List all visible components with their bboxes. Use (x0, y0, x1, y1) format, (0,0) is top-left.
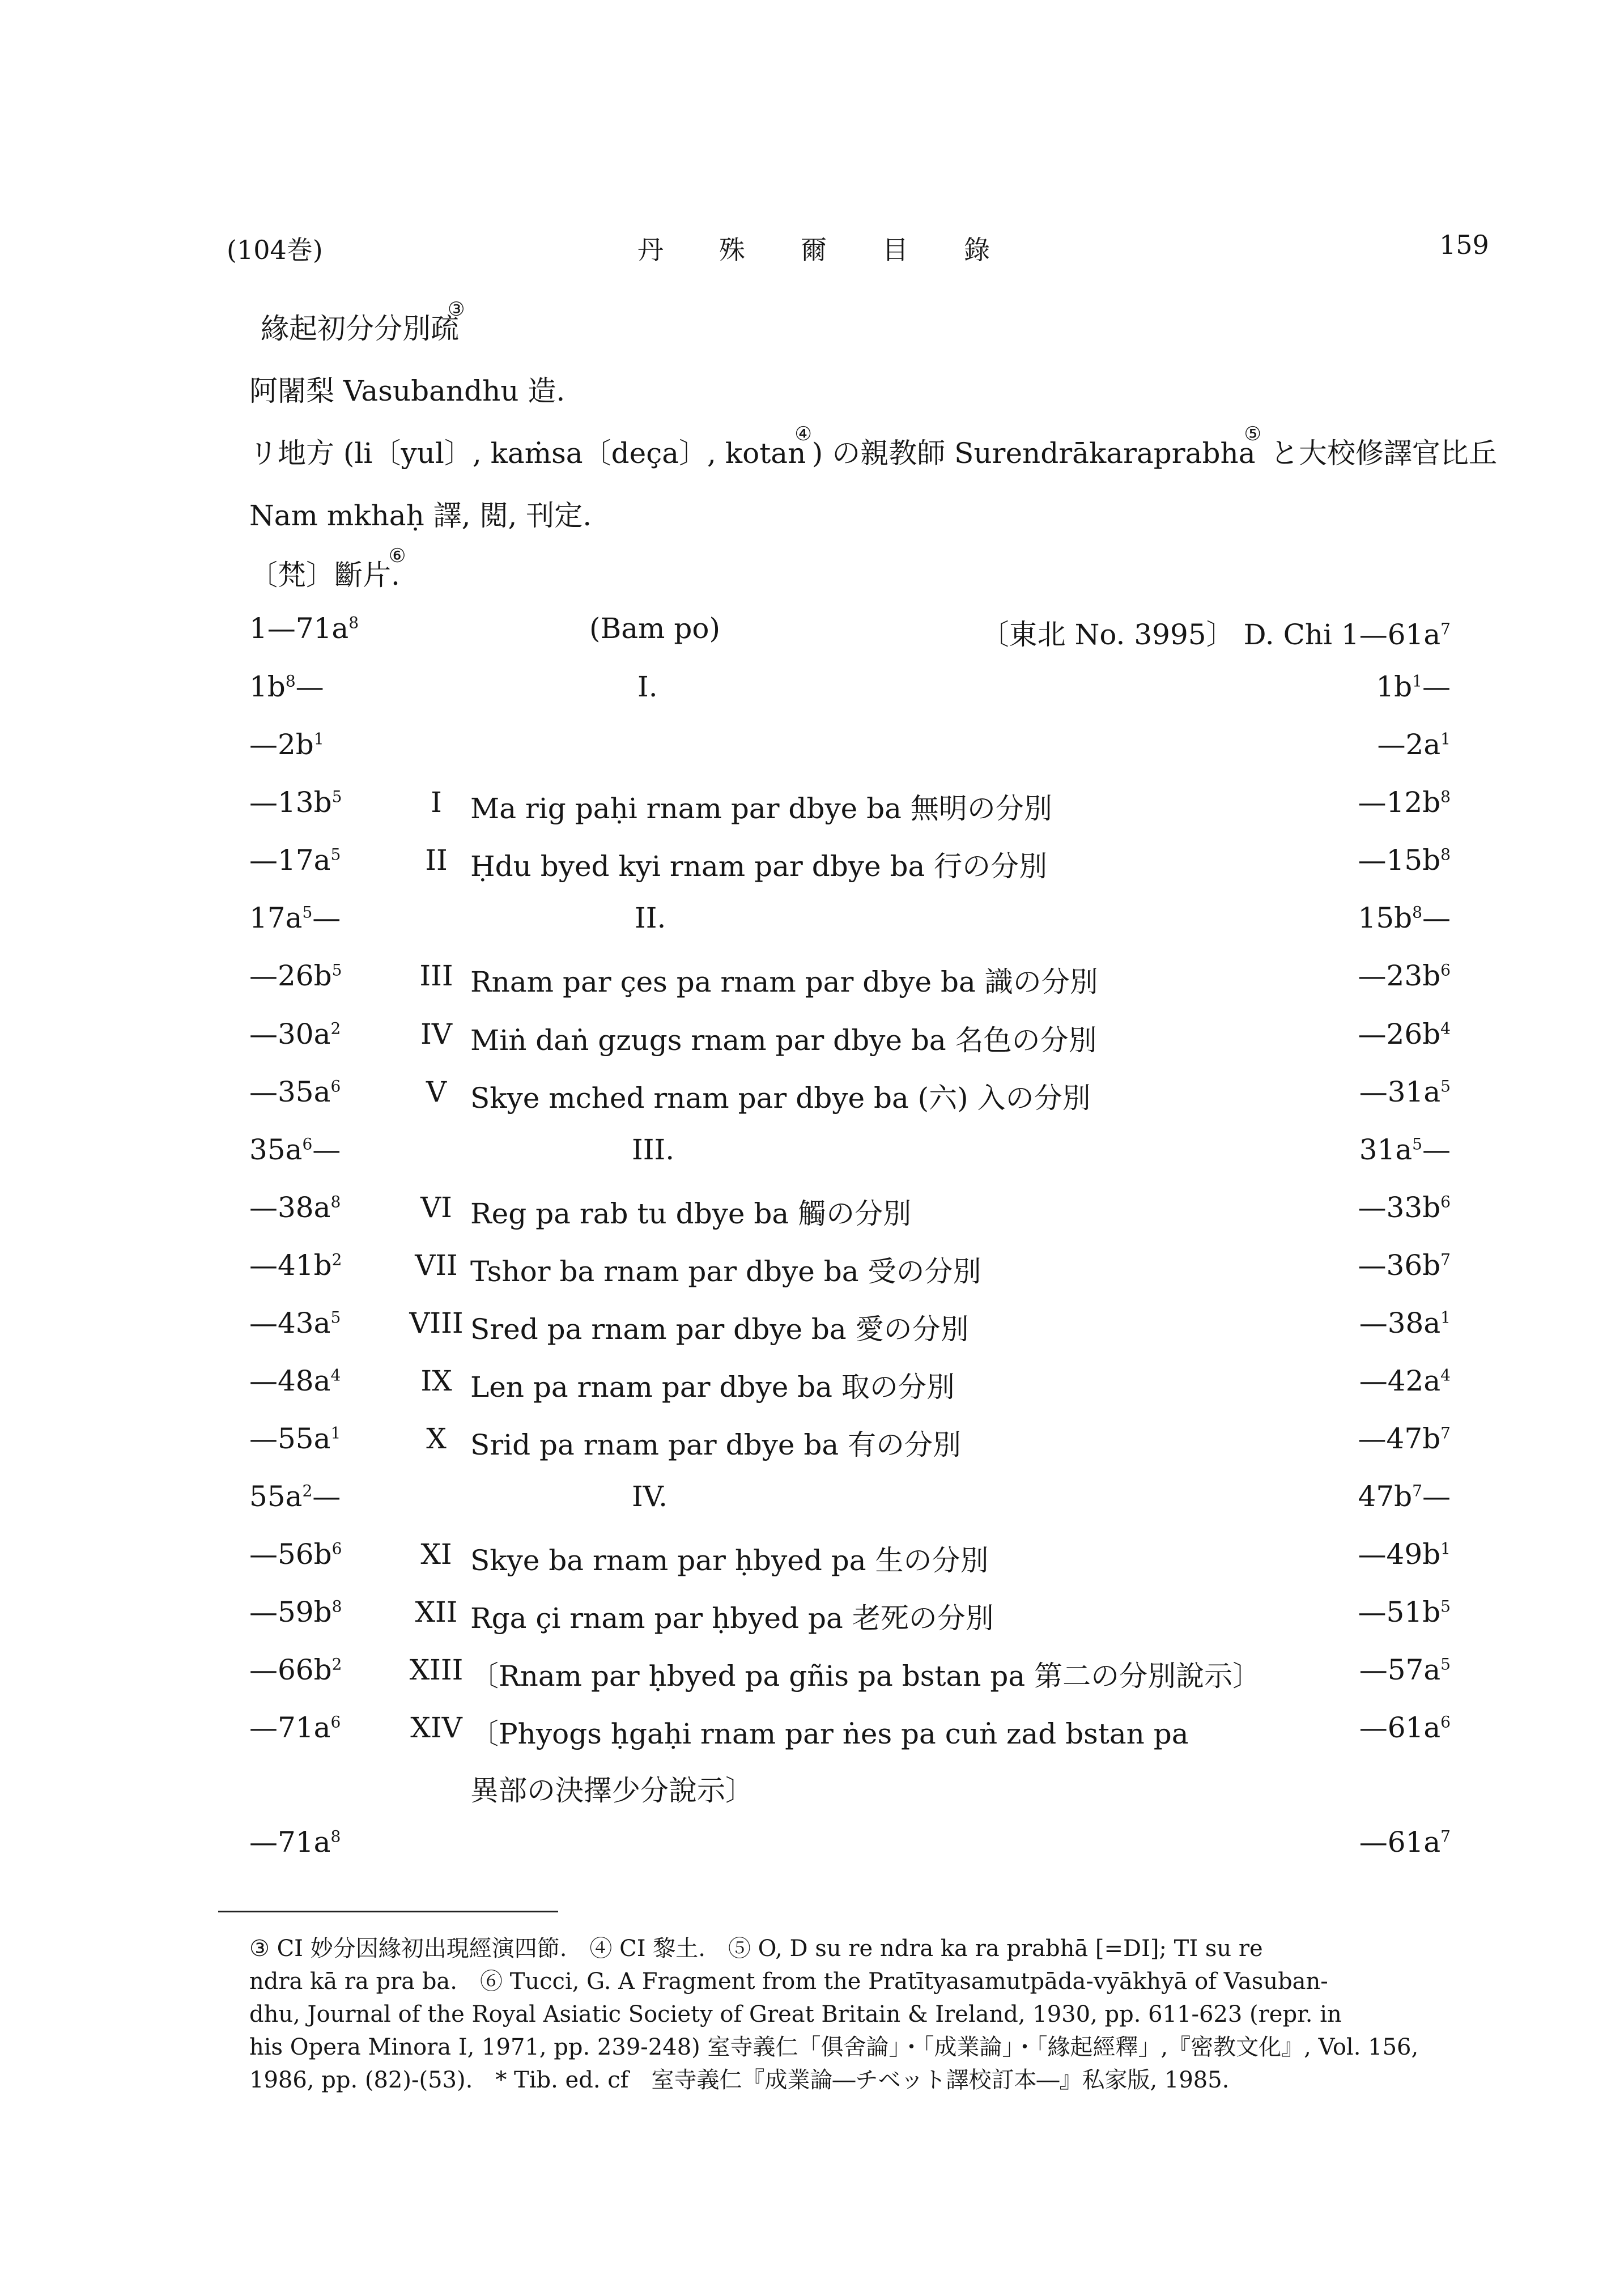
folio-ref-derge-base: 47b (1358, 1480, 1413, 1513)
chapter-title: Tshor ba rnam par dbye ba 受の分別 (470, 1255, 981, 1288)
table-row (249, 1422, 1451, 1462)
folio-ref-peking-line: 6 (302, 1134, 313, 1154)
folio-ref-derge (1359, 1826, 1451, 1859)
folio-ref-peking-line: 5 (331, 960, 342, 980)
folio-ref-peking-line: 5 (330, 845, 341, 864)
chapter-number: III (419, 959, 453, 992)
folio-ref-derge-line: 5 (1440, 1655, 1451, 1674)
chapter-title: Skye mched rnam par dbye ba (六) 入の分別 (470, 1082, 1091, 1115)
chapter-title: III. (632, 1133, 675, 1166)
table-row (249, 1596, 1451, 1635)
folio-ref-peking (249, 1480, 341, 1513)
chapter-number: XIV (410, 1711, 462, 1744)
folio-ref-derge-base: —42a (1359, 1364, 1441, 1397)
folio-ref-derge-dash: — (1422, 902, 1451, 934)
folio-ref-derge (1378, 728, 1451, 761)
folio-ref-peking-base: —55a (249, 1422, 331, 1455)
sanskrit-fragment-text: 〔梵〕斷片. (249, 559, 400, 592)
chapter-title: Srid pa rnam par dbye ba 有の分別 (470, 1428, 962, 1461)
folio-ref-peking-line: 6 (330, 1077, 341, 1096)
folio-ref-peking-base: —71a (249, 1826, 331, 1859)
folio-ref-peking-line: 1 (313, 729, 324, 749)
folio-ref-derge (1358, 1422, 1451, 1455)
folio-ref-peking-dash: — (295, 670, 324, 703)
footnote-mark-4: ④ (794, 423, 812, 445)
sanskrit-fragment-line (249, 545, 406, 593)
folio-ref-peking-base: 35a (249, 1133, 303, 1166)
chapter-title: IV. (632, 1480, 668, 1513)
chapter-title: (Bam po) (589, 612, 720, 645)
folio-ref-peking-dash: — (312, 902, 341, 934)
folio-ref-peking (249, 1711, 341, 1744)
folio-ref-derge-base: —33b (1358, 1191, 1441, 1224)
folio-ref-derge-line: 8 (1412, 903, 1422, 922)
folio-ref-derge-base: 15b (1358, 902, 1413, 934)
folio-ref-derge-line: 1 (1440, 1539, 1451, 1558)
folio-ref-derge-line: 4 (1440, 1366, 1451, 1385)
table-row (249, 1826, 1451, 1865)
folio-ref-derge (1358, 1596, 1451, 1629)
folio-ref-derge-line: 5 (1440, 1597, 1451, 1616)
folio-ref-derge (1359, 1364, 1451, 1397)
folio-ref-peking (249, 1133, 341, 1166)
footnote-divider (218, 1911, 558, 1912)
table-row (249, 1480, 1451, 1520)
author-line: 阿闍梨 Vasubandhu 造. (249, 375, 566, 407)
table-row (249, 1768, 1451, 1808)
table-row (249, 1191, 1451, 1231)
folio-ref-peking-base: —43a (249, 1307, 331, 1340)
folio-ref-peking-base: 1b (249, 670, 286, 703)
table-row (249, 1653, 1451, 1693)
folio-ref-derge (1358, 1480, 1451, 1513)
folio-ref-derge-line: 6 (1440, 1712, 1451, 1732)
footnote-mark-3: ③ (448, 298, 465, 321)
footnote-line: his Opera Minora I, 1971, pp. 239-248) 室寺義仁「俱舍論」・「成業論」・「緣起經釋」,『密教文化』, Vol. 156, (249, 2034, 1419, 2060)
table-row (249, 1249, 1451, 1289)
folio-ref-peking-line: 5 (330, 1308, 341, 1327)
folio-ref-peking-base: —48a (249, 1364, 331, 1397)
table-row (249, 959, 1451, 999)
chapter-number: VI (420, 1191, 452, 1224)
folio-ref-derge (1359, 1711, 1451, 1744)
chapter-title: 〔Phyogs ḥgaḥi rnam par ṅes pa cuṅ zad bstan pa (470, 1717, 1189, 1750)
folio-ref-peking (249, 728, 324, 761)
table-row (249, 1364, 1451, 1404)
page-header (0, 229, 1624, 275)
folio-ref-peking-base: —71a (249, 1711, 331, 1744)
folio-ref-peking-line: 8 (331, 1597, 342, 1616)
folio-ref-peking (249, 1422, 341, 1455)
folio-ref-derge (1358, 1249, 1451, 1282)
folio-ref-derge (1358, 844, 1451, 877)
chapter-number: VII (415, 1249, 458, 1282)
folio-ref-peking (249, 1653, 342, 1686)
chapter-title: Reg pa rab tu dbye ba 觸の分別 (470, 1197, 912, 1230)
table-row (249, 1075, 1451, 1115)
folio-ref-derge-base: —23b (1358, 959, 1441, 992)
folio-ref-peking-line: 2 (330, 1019, 341, 1038)
table-row (249, 1711, 1451, 1751)
folio-ref-peking (249, 1826, 341, 1859)
translator-text-a: リ地方 (li〔yul〕, kaṁsa〔deça〕, kotan (249, 437, 806, 470)
folio-ref-derge (1358, 1538, 1451, 1571)
folio-ref-derge-line: 8 (1440, 787, 1451, 806)
folio-ref-peking-line: 1 (330, 1423, 341, 1443)
folio-ref-derge-line: 7 (1412, 1481, 1422, 1500)
folio-ref-peking-base: 17a (249, 902, 303, 934)
footnote-line: 1986, pp. (82)-(53). * Tib. ed. cf 室寺義仁『成業論―チベット譯校訂本―』私家版, 1985. (249, 2067, 1230, 2093)
chapter-number: IX (420, 1364, 452, 1397)
folio-ref-derge-line: 8 (1440, 845, 1451, 864)
folio-ref-derge (1359, 1075, 1451, 1108)
folio-ref-peking (249, 1538, 342, 1571)
translator-line (249, 423, 1497, 471)
folio-ref-derge-line: 5 (1440, 1077, 1451, 1096)
folio-ref-derge-base: 1b (1376, 670, 1413, 703)
folio-ref-peking (249, 1364, 341, 1397)
folio-ref-derge-line: 1 (1412, 671, 1422, 691)
revision-line: Nam mkhaḥ 譯, 閲, 刊定. (249, 499, 592, 532)
folio-ref-peking (249, 1191, 341, 1224)
folio-ref-peking-dash: — (312, 1133, 341, 1166)
folio-ref-peking-base: —38a (249, 1191, 331, 1224)
folio-ref-peking-line: 8 (285, 671, 296, 691)
folio-ref-derge (1358, 959, 1451, 992)
folio-ref-derge (1376, 670, 1451, 703)
folio-ref-derge-base: 31a (1359, 1133, 1413, 1166)
folio-ref-peking (249, 1075, 341, 1108)
table-row (249, 1307, 1451, 1346)
folio-ref-derge-line: 7 (1440, 619, 1451, 639)
folio-ref-derge-dash: — (1422, 670, 1451, 703)
folio-ref-peking (249, 959, 342, 992)
chapter-title: 異部の決擇少分說示〕 (470, 1774, 754, 1807)
page-number: 159 (1439, 229, 1489, 260)
folio-ref-derge (1358, 902, 1451, 934)
folio-ref-derge-base: —61a (1359, 1711, 1441, 1744)
chapter-title: Ma rig paḥi rnam par dbye ba 無明の分別 (470, 792, 1052, 825)
folio-ref-peking (249, 1018, 341, 1051)
chapter-title: Sred pa rnam par dbye ba 愛の分別 (470, 1313, 969, 1346)
folio-ref-derge-base: 〔東北 No. 3995〕 D. Chi 1—61a (980, 618, 1441, 651)
entry-title: 緣起初分分別疏 (261, 312, 459, 345)
folio-ref-peking-line: 4 (330, 1366, 341, 1385)
chapter-title: Ḥdu byed kyi rnam par dbye ba 行の分別 (470, 850, 1048, 883)
folio-ref-derge-base: —31a (1359, 1075, 1441, 1108)
folio-ref-peking-line: 5 (302, 903, 313, 922)
folio-ref-derge-line: 6 (1440, 1192, 1451, 1211)
footnotes (249, 1932, 1462, 2097)
folio-ref-peking-line: 2 (331, 1655, 342, 1674)
folio-ref-peking (249, 902, 341, 934)
folio-ref-derge-line: 7 (1440, 1827, 1451, 1846)
table-row (249, 728, 1451, 768)
footnote-mark-6: ⑥ (388, 545, 406, 567)
footnote-line: dhu, Journal of the Royal Asiatic Society of Great Britain & Ireland, 1930, pp. 611-623 (repr. in (249, 2001, 1342, 2027)
folio-ref-derge-base: —61a (1359, 1826, 1441, 1859)
folio-ref-peking-base: —13b (249, 786, 332, 819)
folio-ref-peking-base: 55a (249, 1480, 303, 1513)
chapter-number: XIII (409, 1653, 464, 1686)
folio-ref-peking-base: —2b (249, 728, 314, 761)
folio-ref-peking-base: —35a (249, 1075, 331, 1108)
folio-ref-derge (1358, 786, 1451, 819)
footnote-line: ③ CI 妙分因緣初出現經演四節. ④ CI 黎土. ⑤ O, D su re ndra ka ra prabhā [=DI]; TI su re (249, 1936, 1263, 1962)
folio-ref-derge (1359, 1133, 1451, 1166)
footnote-line: ndra kā ra pra ba. ⑥ Tucci, G. A Fragment from the Pratītyasamutpāda-vyākhyā of Vasuban- (249, 1968, 1328, 1995)
chapter-title: Skye ba rnam par ḥbyed pa 生の分別 (470, 1544, 989, 1577)
chapter-number: I (431, 786, 442, 819)
folio-ref-peking-line: 6 (330, 1712, 341, 1732)
folio-ref-peking-line: 5 (331, 787, 342, 806)
folio-ref-derge (1359, 1653, 1451, 1686)
chapter-title: 〔Rnam par ḥbyed pa gñis pa bstan pa 第二の分別說示〕 (470, 1660, 1261, 1693)
folio-ref-derge-dash: — (1422, 1133, 1451, 1166)
folio-ref-derge-line: 6 (1440, 960, 1451, 980)
chapter-number: X (426, 1422, 447, 1455)
entry-title-line (261, 298, 465, 347)
chapter-number: VIII (409, 1307, 464, 1340)
chapter-title: II. (635, 902, 666, 934)
folio-ref-derge-line: 5 (1412, 1134, 1422, 1154)
folio-ref-peking-dash: — (312, 1480, 341, 1513)
folio-ref-derge-base: —47b (1358, 1422, 1441, 1455)
folio-ref-derge-line: 1 (1440, 1308, 1451, 1327)
table-row (249, 786, 1451, 826)
folio-ref-peking-line: 8 (330, 1192, 341, 1211)
table-row (249, 612, 1451, 652)
table-row (249, 1538, 1451, 1578)
folio-ref-derge-base: —2a (1377, 728, 1441, 761)
chapter-number: XI (420, 1538, 452, 1571)
folio-ref-derge (1358, 1018, 1451, 1051)
folio-ref-derge-base: —49b (1358, 1538, 1441, 1571)
footnote-mark-5: ⑤ (1244, 423, 1261, 445)
folio-ref-derge (1359, 1307, 1451, 1340)
folio-ref-peking (249, 612, 359, 645)
translator-text-b: ) の親教師 Surendrākaraprabha (811, 437, 1256, 470)
folio-ref-derge-line: 7 (1440, 1250, 1451, 1269)
chapter-number: V (426, 1075, 447, 1108)
folio-ref-peking-line: 2 (302, 1481, 313, 1500)
table-row (249, 844, 1451, 883)
folio-ref-derge (1358, 1191, 1451, 1224)
folio-ref-peking-base: —26b (249, 959, 332, 992)
folio-ref-derge-dash: — (1422, 1480, 1451, 1513)
folio-ref-derge-line: 1 (1440, 729, 1451, 749)
folio-ref-peking (249, 1596, 342, 1629)
folio-ref-derge (981, 612, 1451, 653)
chapter-number: XII (415, 1596, 458, 1629)
folio-ref-peking-base: —17a (249, 844, 331, 877)
folio-ref-derge-base: —51b (1358, 1596, 1441, 1629)
table-row (249, 1018, 1451, 1057)
folio-ref-peking (249, 1249, 342, 1282)
folio-ref-derge-base: —26b (1358, 1018, 1441, 1051)
folio-ref-derge-line: 4 (1440, 1019, 1451, 1038)
folio-ref-peking-line: 8 (348, 613, 359, 632)
translator-text-c: と大校修譯官比丘 (1261, 437, 1497, 470)
folio-ref-derge-base: —38a (1359, 1307, 1441, 1340)
folio-ref-peking-line: 6 (331, 1539, 342, 1558)
chapter-title: I. (637, 670, 658, 703)
folio-ref-peking (249, 670, 324, 703)
folio-ref-peking-line: 8 (330, 1827, 341, 1846)
folio-ref-derge-base: —15b (1358, 844, 1441, 877)
volume-label: (104巻) (227, 235, 323, 265)
folio-ref-peking-base: —66b (249, 1653, 332, 1686)
folio-ref-peking-line: 2 (331, 1250, 342, 1269)
folio-ref-derge-base: —12b (1358, 786, 1441, 819)
chapter-title: Rnam par çes pa rnam par dbye ba 識の分別 (470, 966, 1098, 998)
table-row (249, 902, 1451, 941)
table-row (249, 1133, 1451, 1173)
table-row (249, 670, 1451, 710)
folio-ref-peking (249, 844, 341, 877)
folio-ref-peking (249, 1307, 341, 1340)
chapter-title: Len pa rnam par dbye ba 取の分別 (470, 1371, 955, 1404)
catalog-title: 丹殊爾目錄 (637, 235, 1045, 265)
folio-ref-peking (249, 786, 342, 819)
chapter-number: IV (420, 1018, 452, 1051)
folio-ref-peking-base: —56b (249, 1538, 332, 1571)
folio-ref-peking-base: 1—71a (249, 612, 349, 645)
folio-ref-peking-base: —59b (249, 1596, 332, 1629)
folio-ref-derge-base: —36b (1358, 1249, 1441, 1282)
folio-ref-derge-line: 7 (1440, 1423, 1451, 1443)
folio-ref-peking-base: —30a (249, 1018, 331, 1051)
folio-ref-derge-base: —57a (1359, 1653, 1441, 1686)
chapter-number: II (425, 844, 448, 877)
chapter-title: Miṅ daṅ gzugs rnam par dbye ba 名色の分別 (470, 1024, 1097, 1057)
folio-ref-peking-base: —41b (249, 1249, 332, 1282)
chapter-title: Rga çi rnam par ḥbyed pa 老死の分別 (470, 1602, 994, 1635)
